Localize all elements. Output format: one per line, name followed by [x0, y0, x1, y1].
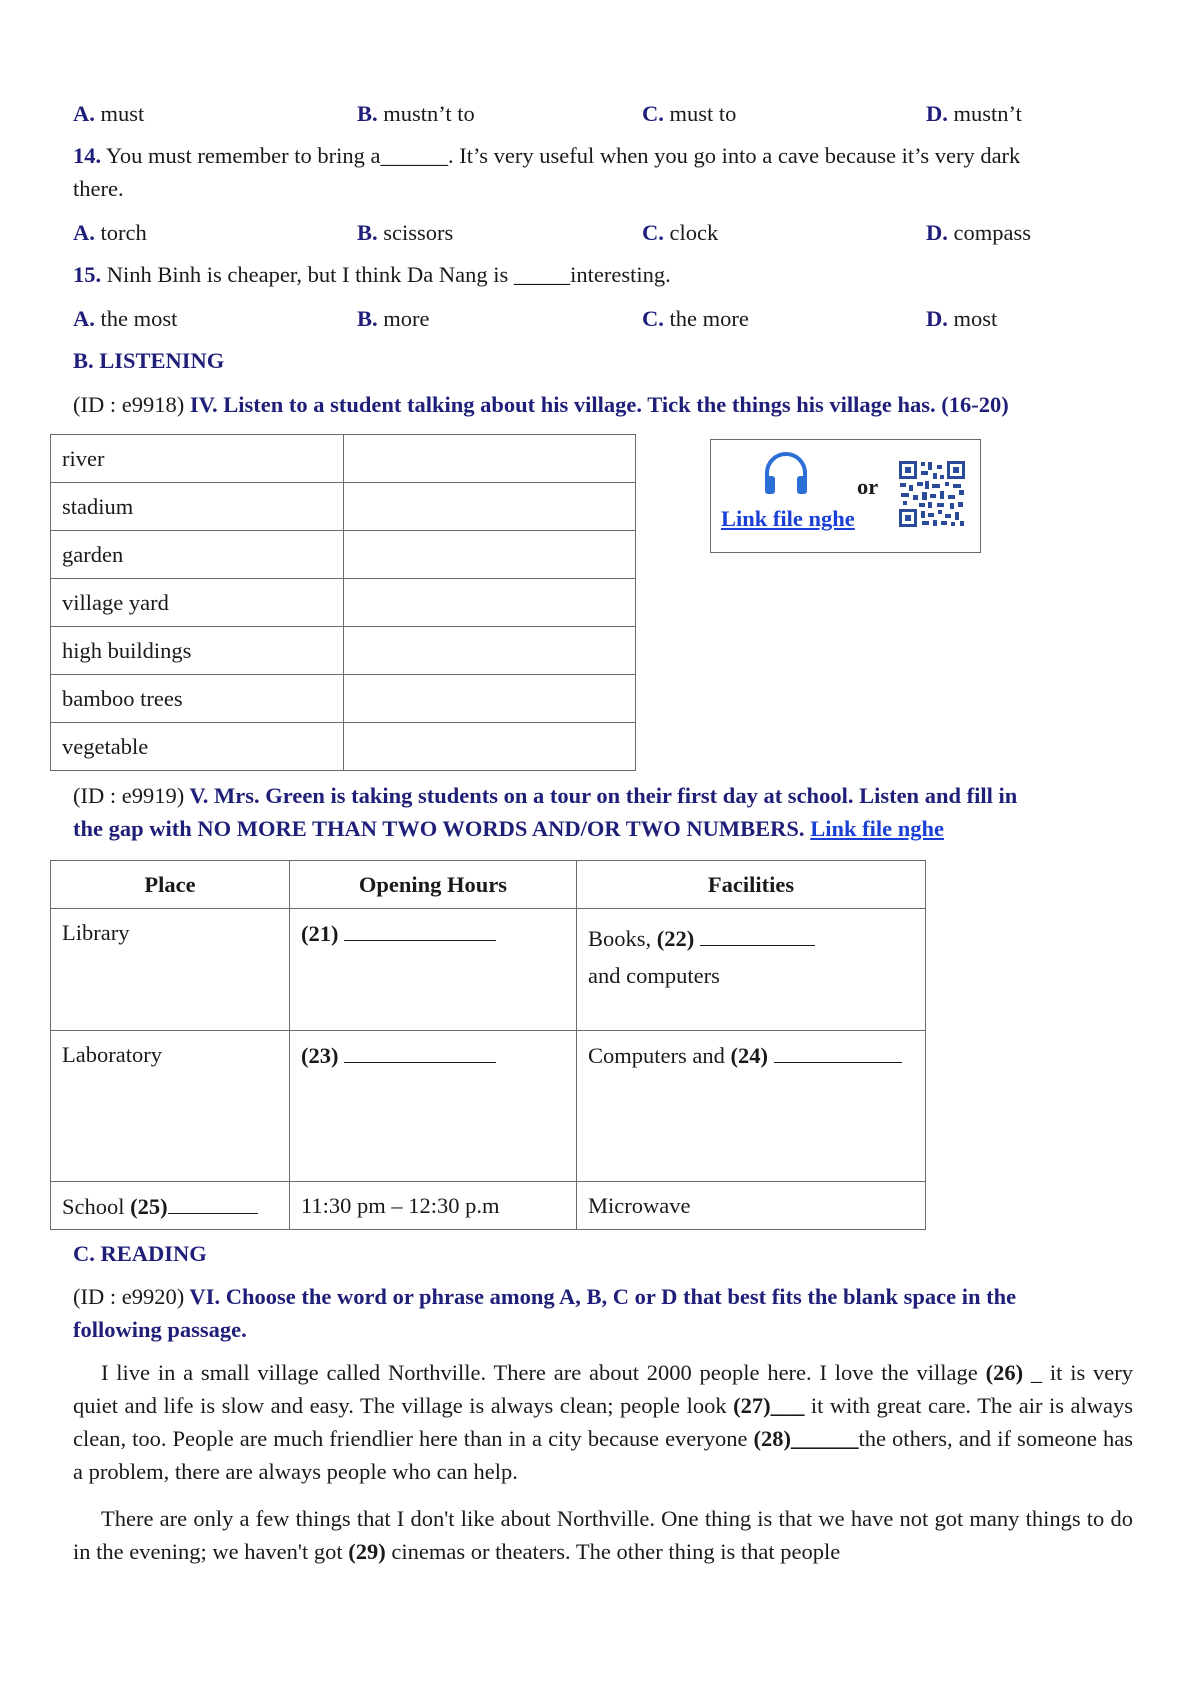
- header-facilities: Facilities: [577, 861, 926, 909]
- row-school: [51, 1182, 926, 1230]
- q14-option-d[interactable]: D. compass: [926, 220, 1031, 245]
- q13-option-a[interactable]: A. must: [73, 101, 145, 126]
- gap-number-22: (22): [656, 926, 695, 951]
- gap-22-blank[interactable]: [700, 925, 815, 946]
- reading-paragraph-2: There are only a few things that I don't like about Northville. One thing is that we have not got many things to do in the evening; we haven't got (29) cinemas or theaters. The other thing is that people: [73, 1506, 1133, 1564]
- tick-item-label: vegetable: [51, 723, 344, 771]
- tick-cell[interactable]: [344, 723, 636, 771]
- q14-stem-line1: 14. You must remember to bring a______. It’s very useful when you go into a cave because it’s very dark: [73, 143, 1021, 168]
- listening-heading: B. LISTENING: [73, 348, 225, 373]
- qr-code-icon[interactable]: [897, 459, 967, 529]
- audio-link-box: [710, 439, 981, 553]
- q15-option-a[interactable]: A. the most: [73, 306, 178, 331]
- reading-paragraph-1: I live in a small village called Northville. There are about 2000 people here. I love the village (26) _ it is very quiet and life is slow and easy. The village is always clean; people look (27)___ it with great care. The air is always clean, too. People are much friendlier here than in a city because everyone (28)______the others, and if someone has a problem, there are always people who can help.: [73, 1360, 1133, 1484]
- tick-cell[interactable]: [344, 627, 636, 675]
- gap-25-blank[interactable]: [168, 1193, 258, 1214]
- audio-file-link[interactable]: Link file nghe: [721, 506, 855, 531]
- hours-school: 11:30 pm – 12:30 p.m: [290, 1182, 577, 1230]
- q15-option-b[interactable]: B. more: [357, 306, 430, 331]
- row-library: [51, 909, 926, 1031]
- q15-option-c[interactable]: C. the more: [642, 306, 749, 331]
- q14-option-c[interactable]: C. clock: [642, 220, 719, 245]
- tick-row: [51, 627, 636, 675]
- facilities-school: Microwave: [577, 1182, 926, 1230]
- gap-number-29: (29): [348, 1539, 386, 1564]
- school-tour-table: [50, 860, 926, 1230]
- tick-item-label: high buildings: [51, 627, 344, 675]
- part4-instruction: (ID : e9918) IV. Listen to a student talking about his village. Tick the things his village has. (16-20): [73, 392, 1009, 417]
- tick-row: [51, 435, 636, 483]
- q14-option-b[interactable]: B. scissors: [357, 220, 454, 245]
- part5-instruction-line2: the gap with NO MORE THAN TWO WORDS AND/OR TWO NUMBERS. Link file nghe: [73, 816, 944, 841]
- tick-row: [51, 531, 636, 579]
- place-school: School (25): [51, 1182, 290, 1230]
- gap-number-25: (25): [130, 1194, 168, 1219]
- q14-stem-line2: there.: [73, 176, 124, 201]
- tick-row: [51, 483, 636, 531]
- tick-item-label: bamboo trees: [51, 675, 344, 723]
- q13-option-c[interactable]: C. must to: [642, 101, 737, 126]
- tick-item-label: garden: [51, 531, 344, 579]
- tick-cell[interactable]: [344, 579, 636, 627]
- headphones-icon[interactable]: [761, 449, 811, 497]
- gap-number-21: (21): [301, 921, 339, 946]
- q13-option-b[interactable]: B. mustn’t to: [357, 101, 475, 126]
- tick-item-label: village yard: [51, 579, 344, 627]
- facilities-laboratory: Computers and (24): [577, 1031, 926, 1182]
- tick-row: [51, 579, 636, 627]
- tick-cell[interactable]: [344, 483, 636, 531]
- q14-option-a[interactable]: A. torch: [73, 220, 147, 245]
- place-laboratory: Laboratory: [51, 1031, 290, 1182]
- part6-instruction-line1: (ID : e9920) VI. Choose the word or phrase among A, B, C or D that best fits the blank space in the: [73, 1284, 1017, 1309]
- header-place: Place: [51, 861, 290, 909]
- gap-24-blank[interactable]: [774, 1042, 902, 1063]
- tick-item-label: stadium: [51, 483, 344, 531]
- header-opening-hours: Opening Hours: [290, 861, 577, 909]
- gap-21-blank[interactable]: [344, 920, 496, 941]
- hours-laboratory: [290, 1031, 577, 1182]
- tick-cell[interactable]: [344, 531, 636, 579]
- gap-23-blank[interactable]: [344, 1042, 496, 1063]
- reading-heading: C. READING: [73, 1241, 207, 1266]
- tick-row: [51, 723, 636, 771]
- gap-number-23: (23): [301, 1043, 339, 1068]
- gap-number-28: (28)______: [753, 1426, 859, 1451]
- tick-item-label: river: [51, 435, 344, 483]
- gap-number-24: (24): [730, 1043, 768, 1068]
- part5-instruction-line1: (ID : e9919) V. Mrs. Green is taking students on a tour on their first day at school. Listen and fill in: [73, 783, 1018, 808]
- q13-option-d[interactable]: D. mustn’t: [926, 101, 1022, 126]
- q15-stem: 15. Ninh Binh is cheaper, but I think Da Nang is _____interesting.: [73, 262, 671, 287]
- tick-cell[interactable]: [344, 675, 636, 723]
- tick-cell[interactable]: [344, 435, 636, 483]
- place-library: Library: [51, 909, 290, 1031]
- village-tick-table: [50, 434, 636, 771]
- tick-row: [51, 675, 636, 723]
- or-label: or: [857, 474, 879, 499]
- gap-number-26: (26): [985, 1360, 1024, 1385]
- row-laboratory: [51, 1031, 926, 1182]
- table-header-row: [51, 861, 926, 909]
- facilities-library: Books, (22) and computers: [577, 909, 926, 1031]
- hours-library: [290, 909, 577, 1031]
- part6-instruction-line2: following passage.: [73, 1317, 247, 1342]
- q15-option-d[interactable]: D. most: [926, 306, 998, 331]
- part5-audio-link[interactable]: Link file nghe: [810, 816, 944, 841]
- gap-number-27: (27)___: [733, 1393, 805, 1418]
